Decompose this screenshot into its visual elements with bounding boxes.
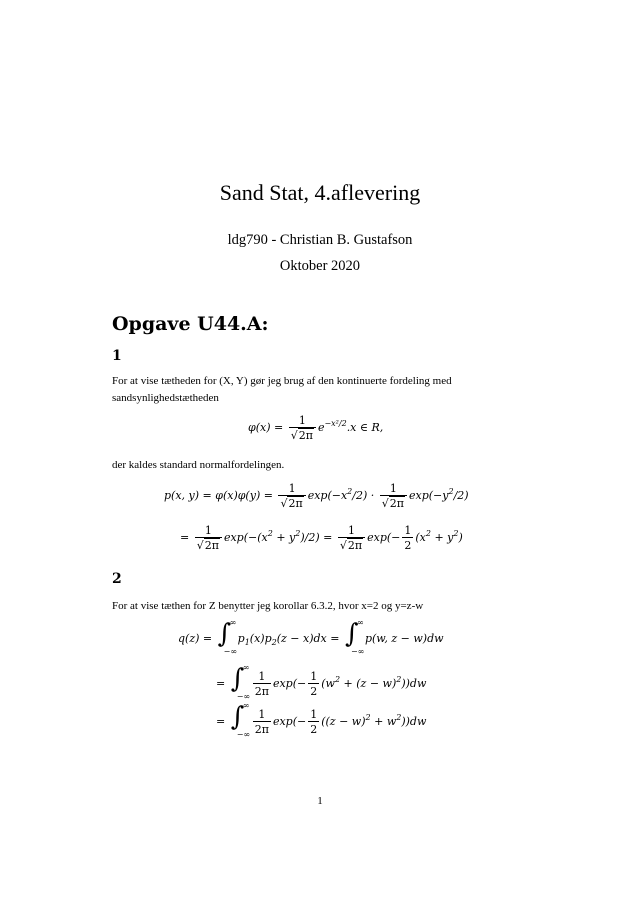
document-title: Sand Stat, 4.aflevering <box>219 180 421 205</box>
paragraph-2: der kaldes standard normalfordelingen. <box>112 459 285 471</box>
equation-joint-density-2: = $\frac{1}{√2\pi}$ $\exp(-(x^2 + y^2)/2)$ = $\frac{1}{√2\pi}$ exp(− $\frac{1}{2}$ $(x^2 + y^2)$ <box>180 524 463 552</box>
equation-convolution-2: = ∫ ∞ −∞ $\frac{1}{2\pi}$ exp(− $\frac{1}{2}$ $(w^2 + (z - w)^2))dw$ <box>216 663 427 701</box>
equation-convolution-1: q(z) = ∫ ∞ −∞ $p_1(x)p_2(z - x)dx$ = ∫ ∞ −∞ p(w, z − w)dw <box>178 618 444 656</box>
paragraph-1-line-2: sandsynlighedstætheden <box>112 392 219 404</box>
page-number: 1 <box>317 795 323 807</box>
equation-joint-density-1: p(x, y) = φ(x)φ(y) = $\frac{1}{√2\pi}$ $\exp(-x^2/2)$ · $\frac{1}{√2\pi}$ $\exp(-y^2/2)$ <box>164 482 469 510</box>
paragraph-3: For at vise tæthen for Z benytter jeg korollar 6.3.2, hvor x=2 og y=z-w <box>112 600 424 612</box>
equation-phi: φ(x) = $\frac{1}{√2\pi}$ $e^{-x^2/2}.x$ ∈ R, <box>248 414 384 442</box>
date-line: Oktober 2020 <box>279 258 361 274</box>
subsection-heading-1: 1 <box>112 348 122 364</box>
section-heading: Opgave U44.A: <box>112 313 269 335</box>
subsection-heading-2: 2 <box>112 571 122 587</box>
paragraph-1-line-1: For at vise tætheden for (X, Y) gør jeg brug af den kontinuerte fordeling med <box>112 375 452 387</box>
author-line: ldg790 - Christian B. Gustafson <box>227 232 413 248</box>
equation-convolution-3: = ∫ ∞ −∞ $\frac{1}{2\pi}$ exp(− $\frac{1}{2}$ $((z - w)^2 + w^2))dw$ <box>216 701 427 739</box>
